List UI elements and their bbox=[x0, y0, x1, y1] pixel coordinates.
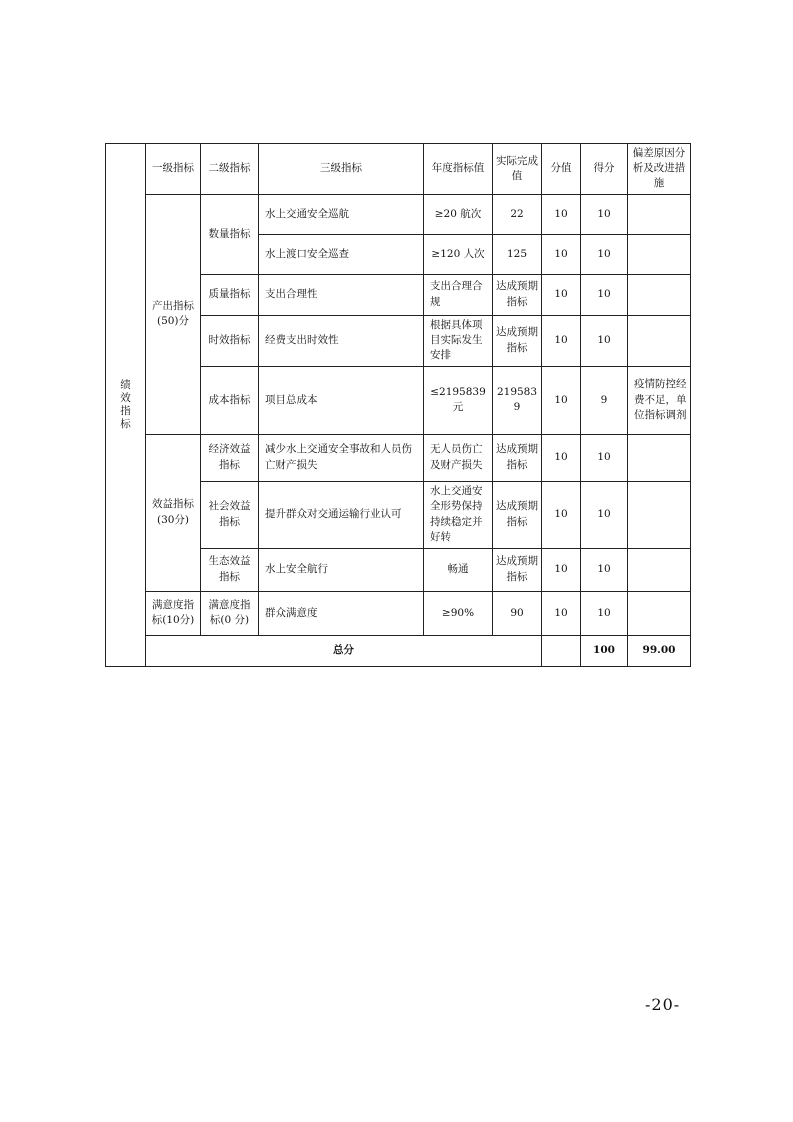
total-score: 100 bbox=[581, 635, 628, 666]
reason-cell bbox=[628, 274, 691, 315]
actual-cell: 达成预期指标 bbox=[493, 481, 542, 548]
actual-cell: 达成预期指标 bbox=[493, 434, 542, 481]
target-cell: 畅通 bbox=[424, 548, 493, 591]
score-cell: 10 bbox=[542, 591, 581, 635]
table-row bbox=[106, 591, 691, 635]
actual-cell: 22 bbox=[493, 194, 542, 234]
third-level-cell: 水上交通安全巡航 bbox=[259, 194, 424, 234]
score-cell: 10 bbox=[542, 366, 581, 434]
table-row bbox=[106, 194, 691, 234]
total-gained: 99.00 bbox=[628, 635, 691, 666]
reason-cell bbox=[628, 481, 691, 548]
group-output: 产出指标(50)分 bbox=[146, 194, 201, 434]
section-label-cell bbox=[106, 144, 146, 667]
header-deviation-reason: 偏差原因分析及改进措施 bbox=[628, 144, 691, 195]
actual-cell: 达成预期指标 bbox=[493, 548, 542, 591]
target-cell: 无人员伤亡及财产损失 bbox=[424, 434, 493, 481]
header-score: 分值 bbox=[542, 144, 581, 195]
second-level-cell: 质量指标 bbox=[201, 274, 259, 315]
header-annual-target: 年度指标值 bbox=[424, 144, 493, 195]
performance-table bbox=[105, 143, 691, 667]
actual-cell: 达成预期指标 bbox=[493, 315, 542, 366]
second-level-cell: 成本指标 bbox=[201, 366, 259, 434]
reason-cell bbox=[628, 548, 691, 591]
target-cell: 根据具体项目实际发生安排 bbox=[424, 315, 493, 366]
section-label-char: 标 bbox=[120, 417, 131, 430]
section-label-char: 效 bbox=[120, 391, 131, 404]
score-cell: 10 bbox=[542, 274, 581, 315]
gained-cell: 10 bbox=[581, 315, 628, 366]
score-cell: 10 bbox=[542, 481, 581, 548]
third-level-cell: 项目总成本 bbox=[259, 366, 424, 434]
target-cell: ≤2195839元 bbox=[424, 366, 493, 434]
header-gained-score: 得分 bbox=[581, 144, 628, 195]
score-cell: 10 bbox=[542, 234, 581, 274]
gained-cell: 10 bbox=[581, 548, 628, 591]
table-row bbox=[106, 434, 691, 481]
actual-cell: 2195839 bbox=[493, 366, 542, 434]
score-cell: 10 bbox=[542, 194, 581, 234]
gained-cell: 9 bbox=[581, 366, 628, 434]
header-row bbox=[106, 144, 691, 195]
gained-cell: 10 bbox=[581, 591, 628, 635]
section-label-char: 指 bbox=[120, 404, 131, 417]
total-label: 总分 bbox=[146, 635, 542, 666]
second-level-cell: 经济效益指标 bbox=[201, 434, 259, 481]
gained-cell: 10 bbox=[581, 434, 628, 481]
third-level-cell: 减少水上交通安全事故和人员伤亡财产损失 bbox=[259, 434, 424, 481]
header-second-level: 二级指标 bbox=[201, 144, 259, 195]
group-benefit: 效益指标(30分) bbox=[146, 434, 201, 591]
page-number: -20- bbox=[645, 995, 681, 1014]
third-level-cell: 提升群众对交通运输行业认可 bbox=[259, 481, 424, 548]
reason-cell bbox=[628, 434, 691, 481]
total-row bbox=[106, 635, 691, 666]
third-level-cell: 经费支出时效性 bbox=[259, 315, 424, 366]
target-cell: 支出合理合规 bbox=[424, 274, 493, 315]
gained-cell: 10 bbox=[581, 481, 628, 548]
score-cell: 10 bbox=[542, 548, 581, 591]
header-first-level: 一级指标 bbox=[146, 144, 201, 195]
reason-cell: 疫情防控经费不足，单位指标调剂 bbox=[628, 366, 691, 434]
third-level-cell: 水上渡口安全巡查 bbox=[259, 234, 424, 274]
reason-cell bbox=[628, 234, 691, 274]
target-cell: ≥20 航次 bbox=[424, 194, 493, 234]
target-cell: 水上交通安全形势保持持续稳定并好转 bbox=[424, 481, 493, 548]
gained-cell: 10 bbox=[581, 234, 628, 274]
reason-cell bbox=[628, 194, 691, 234]
header-third-level: 三级指标 bbox=[259, 144, 424, 195]
reason-cell bbox=[628, 315, 691, 366]
gained-cell: 10 bbox=[581, 194, 628, 234]
actual-cell: 达成预期指标 bbox=[493, 274, 542, 315]
section-label-char: 绩 bbox=[120, 378, 131, 391]
group-satisfaction: 满意度指标(10分) bbox=[146, 591, 201, 635]
reason-cell bbox=[628, 591, 691, 635]
gained-cell: 10 bbox=[581, 274, 628, 315]
score-cell: 10 bbox=[542, 434, 581, 481]
second-level-cell: 生态效益指标 bbox=[201, 548, 259, 591]
third-level-cell: 支出合理性 bbox=[259, 274, 424, 315]
third-level-cell: 群众满意度 bbox=[259, 591, 424, 635]
third-level-cell: 水上安全航行 bbox=[259, 548, 424, 591]
score-cell: 10 bbox=[542, 315, 581, 366]
target-cell: ≥90% bbox=[424, 591, 493, 635]
actual-cell: 90 bbox=[493, 591, 542, 635]
second-level-cell: 时效指标 bbox=[201, 315, 259, 366]
actual-cell: 125 bbox=[493, 234, 542, 274]
total-actual bbox=[542, 635, 581, 666]
second-level-cell: 满意度指标(0 分) bbox=[201, 591, 259, 635]
second-level-cell: 社会效益指标 bbox=[201, 481, 259, 548]
second-level-cell: 数量指标 bbox=[201, 194, 259, 274]
target-cell: ≥120 人次 bbox=[424, 234, 493, 274]
header-actual-value: 实际完成值 bbox=[493, 144, 542, 195]
